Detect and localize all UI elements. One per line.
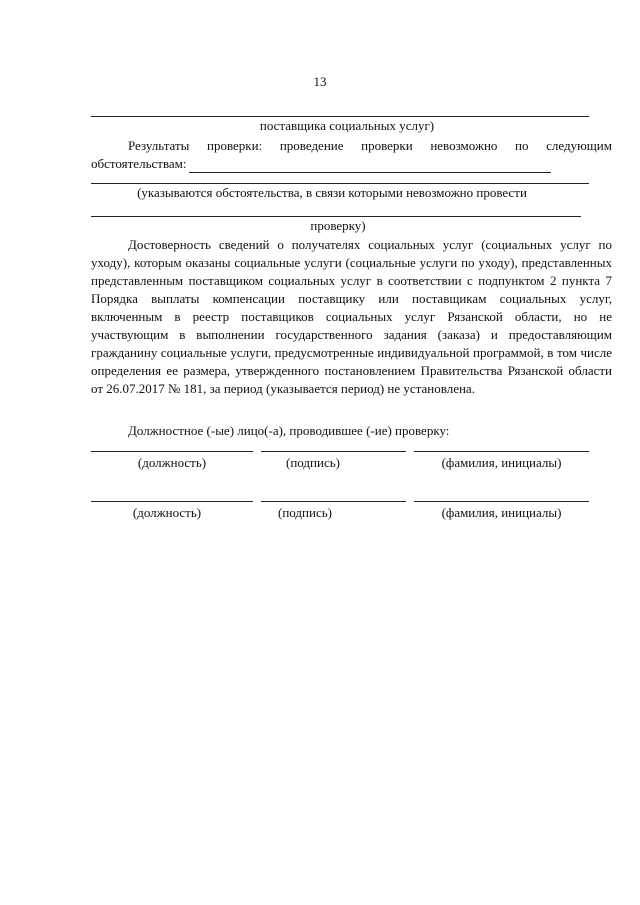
page-number: 13 [313,74,327,89]
position-line-2 [91,501,253,502]
officials-label: Должностное (-ые) лицо(-а), проводившее (-ие) проверку: [128,423,450,438]
circumstances-line-2 [91,216,581,217]
circumstances-caption-end: проверку) [310,218,366,233]
provider-name-line [91,116,589,117]
results-circumstances-row [91,155,612,173]
position-caption-2: (должность) [132,505,202,520]
circumstances-line [91,183,589,184]
provider-caption: поставщика социальных услуг) [259,118,435,133]
signature-caption-2: (подпись) [278,505,332,520]
signature-line-1 [261,451,406,452]
results-text: Результаты проверки: проведение проверки невозможно по следующим [128,138,612,153]
reliability-paragraph: Достоверность сведений о получателях социальных услуг (социальных услуг по уходу), которым оказаны социальные услуги (социальные услуги по уходу), представленных представленным поставщиком социальных услуг в соответствии с подпунктом 2 пункта 7 Порядка выплаты компенсации поставщику или поставщикам социальных услуг, включенным в реестр поставщиков социальных услуг Рязанской области, но не участвующим в выполнении государственного задания (заказа) и предоставляющим гражданину социальные услуги, предусмотренные индивидуальной программой, в том числе определения ее размера, утвержденного постановлением Правительства Рязанской области от 26.07.2017 № 181, за период (указывается период) не установлена. [91,237,612,396]
name-caption-2: (фамилия, инициалы) [441,505,562,520]
position-line-1 [91,451,253,452]
circumstances-caption: (указываются обстоятельства, в связи которыми невозможно провести [137,185,527,200]
signature-line-2 [261,501,406,502]
inspection-results [91,137,612,173]
name-caption-1: (фамилия, инициалы) [441,455,562,470]
circumstances-label: обстоятельствам: [91,156,187,171]
signature-caption-1: (подпись) [286,455,340,470]
position-caption-1: (должность) [137,455,207,470]
name-line-2 [414,501,589,502]
circumstances-fill-line [189,158,551,173]
name-line-1 [414,451,589,452]
